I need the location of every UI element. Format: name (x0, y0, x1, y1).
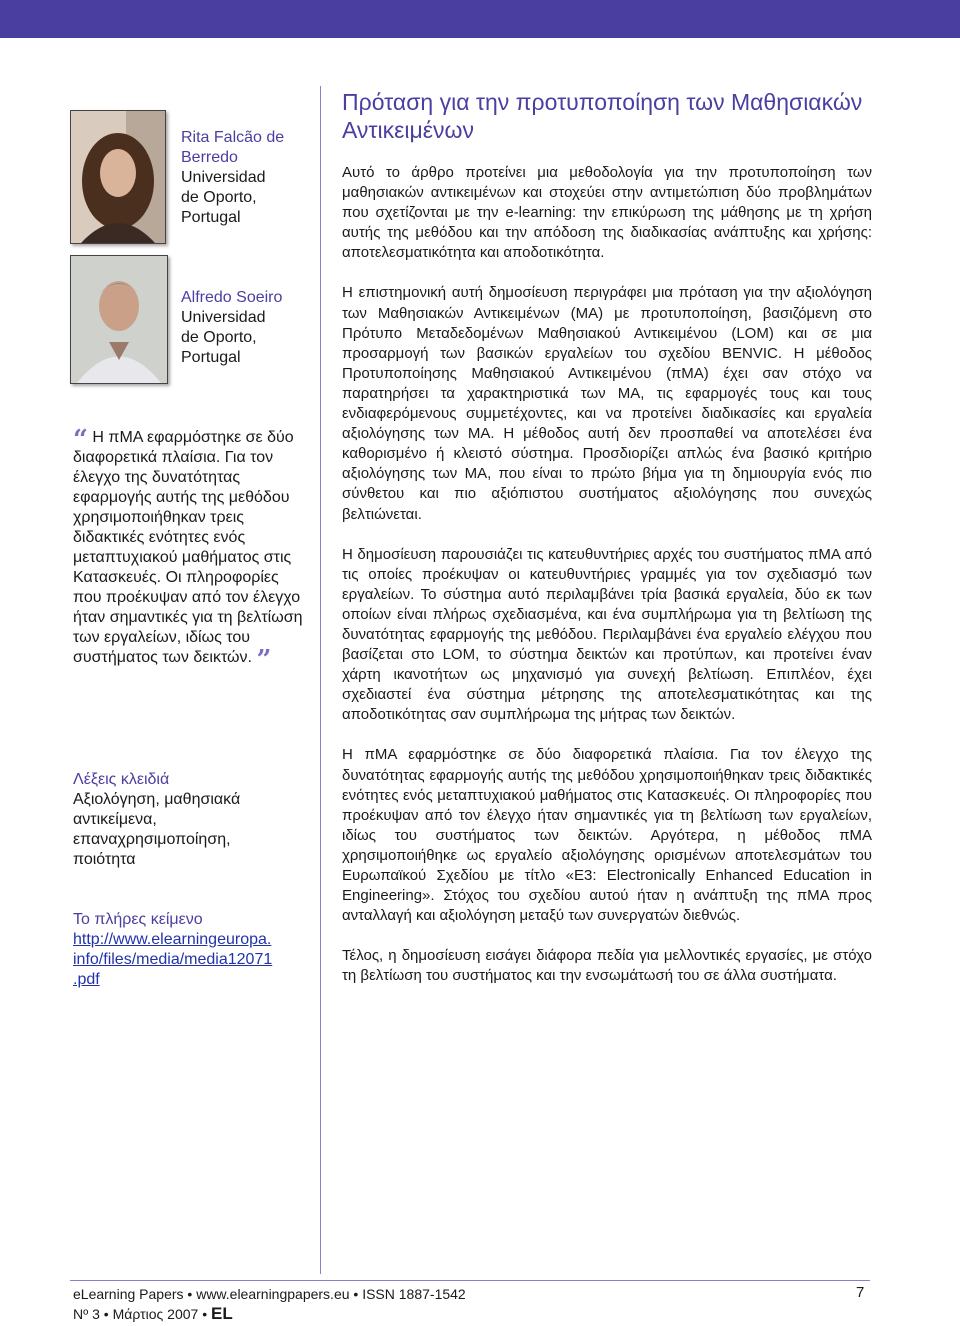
author-name: Alfredo Soeiro (181, 289, 283, 306)
article-paragraph: Τέλος, η δημοσίευση εισάγει διάφορα πεδία για μελλοντικές εργασίες, με στόχο τη βελτίωση του συστήματος και την ενσωμάτωσή του σε άλλα συστήματα. (342, 947, 872, 985)
author-photo-2 (70, 255, 168, 384)
author-name: Rita Falcão de (181, 129, 285, 146)
top-color-bar (0, 0, 960, 38)
fulltext-link[interactable]: http://www.elearningeuropa. (73, 931, 272, 948)
footer-issue (73, 1305, 233, 1323)
keywords-line: ποιότητα (73, 851, 136, 868)
column-divider (320, 86, 321, 1274)
keywords-line: Αξιολόγηση, μαθησιακά (73, 791, 241, 808)
author-affiliation: Portugal (181, 349, 241, 366)
footer-rule (70, 1280, 870, 1281)
author-photo-1 (70, 110, 166, 244)
keywords-line: αντικείμενα, (73, 811, 157, 828)
pull-quote-text: Η πΜΑ εφαρμόστηκε σε δύο διαφορετικά πλαίσια. Για τον έλεγχο της δυνατότητας εφαρμογής αυτής της μεθόδου χρησιμοποιήθηκαν τρεις διδακτικές ενότητες ενός μεταπτυχιακού μαθήματος στις Κατασκευές. Οι πληροφορίες που προέκυψαν από τον έλεγχο ήταν σημαντικές για τη βελτίωση των εργαλείων, ιδίως του συστήματος των δεικτών. (73, 429, 303, 666)
author-name: Berredo (181, 149, 238, 166)
page-number: 7 (856, 1284, 865, 1301)
author-affiliation: de Oporto, (181, 189, 257, 206)
author-block-1 (181, 128, 284, 228)
article-paragraph: Η επιστημονική αυτή δημοσίευση περιγράφει μια πρόταση για την αξιολόγηση των Μαθησιακών Αντικειμένων (MA) με προτυποποίηση, βασιζόμενη στο Πρότυπο Μεταδεδομένων Μαθησιακού Αντικειμένου (LOM) και σε μια προσαρμογή των βασικών εργαλείων του σχεδίου BENVIC. Η μέθοδος Προτυποποίησης Μαθησιακού Αντικειμένου (πΜΑ) έχει σαν στόχο να παρατηρήσει τα χαρακτηριστικά των ΜΑ, τις εφαρμογές τους και τους ενδιαφερόμενους συμμετέχοντες, και να προτείνει διαδικασίες και εργαλεία αξιολόγησης των ΜΑ. Η μέθοδος αυτή δεν προσπαθεί να αποτελέσει ένα καθορισμένο ή κλειστό σύστημα. Προσδιορίζει απλώς ένα βασικό κριτήριο αξιολόγησης των ΜΑ, που είναι το πρώτο βήμα για τη δημιουργία ενός πιο σύνθετου και πιο αξιόπιστου συστήματος αξιολόγησης που συνεχώς βελτιώνεται. (342, 284, 872, 523)
pull-quote (73, 425, 303, 675)
author-affiliation: Universidad (181, 309, 266, 326)
article-paragraph: Αυτό το άρθρο προτείνει μια μεθοδολογία για την προτυποποίηση των μαθησιακών αντικειμένων και στοχεύει στην αντιμετώπιση δύο προβλημάτων που σχετίζονται με την e-learning: την επικύρωση της μάθησης με τη χρήση αυτής της μεθόδου και την απόδοση της διαδικασίας ανάπτυξης και χρήσης: αποτελεσματικότητα και αποδοτικότητα. (342, 164, 872, 262)
keywords-line: επαναχρησιμοποίηση, (73, 831, 231, 848)
close-quote-mark: ” (256, 645, 272, 675)
article-title: Πρόταση για την προτυποποίηση των Μαθησιακών Αντικειμένων (342, 89, 863, 143)
fulltext-link[interactable]: .pdf (73, 971, 100, 988)
open-quote-mark: “ (73, 425, 88, 455)
fulltext-block (73, 910, 313, 990)
keywords-block (73, 770, 303, 870)
keywords-heading: Λέξεις κλειδιά (73, 771, 170, 788)
author-affiliation: Universidad (181, 169, 266, 186)
footer-language: EL (211, 1304, 233, 1323)
fulltext-link[interactable]: info/files/media/media12071 (73, 951, 273, 968)
article-paragraph: Η δημοσίευση παρουσιάζει τις κατευθυντήριες αρχές του συστήματος πΜΑ από τις οποίες προέκυψαν οι κατευθυντήριες γραμμές για τον σχεδιασμό των εργαλείων. Το σύστημα αυτό περιλαμβάνει τρία βασικά εργαλεία, δύο εκ των οποίων είναι πλήρως σχεδιασμένα, και ένα συμπλήρωμα για τη βελτίωση της δυνατότητας εφαρμογής της μεθόδου. Περιλαμβάνει ένα εργαλείο ελέγχου που βασίζεται στο LOM, το σύστημα δεικτών και προτύπων, και προτείνει έναν χάρτη ικανοτήτων ως μηχανισμό για συνεχή βελτίωση. Επιπλέον, έχει σχεδιαστεί ένα σύστημα μέτρησης της αποτελεσματικότητας και της αποδοτικότητας σαν συμπλήρωμα της μήτρας των δεικτών. (342, 545, 872, 724)
footer-publication: eLearning Papers • www.elearningpapers.eu • ISSN 1887-1542 (73, 1286, 466, 1302)
author-affiliation: de Oporto, (181, 329, 257, 346)
article-paragraph: Η πΜΑ εφαρμόστηκε σε δύο διαφορετικά πλαίσια. Για τον έλεγχο της δυνατότητας εφαρμογής αυτής της μεθόδου χρησιμοποιήθηκαν τρεις διδακτικές ενότητες ενός μεταπτυχιακού μαθήματος στις Κατασκευές. Οι πληροφορίες που προέκυψαν από τον έλεγχο ήταν σημαντικές για τη βελτίωση των εργαλείων, ιδίως του συστήματος των δεικτών. Αργότερα, η μέθοδος πΜΑ χρησιμοποιήθηκε ως εργαλείο αξιολόγησης ορισμένων αποτελεσμάτων του Ευρωπαϊκού Σχεδίου με τίτλο «E3: Electronically Enhanced Education in Engineering». Στόχος του σχεδίου αυτού ήταν η ανάπτυξη της πΜΑ προς ανταλλαγή και αξιολόγηση μεταξύ των συνεργατών διεθνώς. (342, 746, 872, 925)
fulltext-heading: Το πλήρες κείμενο (73, 911, 203, 928)
author-block-2 (181, 288, 282, 368)
author-affiliation: Portugal (181, 209, 241, 226)
article-body (342, 163, 872, 1006)
footer-issue-text: Nº 3 • Μάρτιος 2007 • (73, 1306, 211, 1322)
